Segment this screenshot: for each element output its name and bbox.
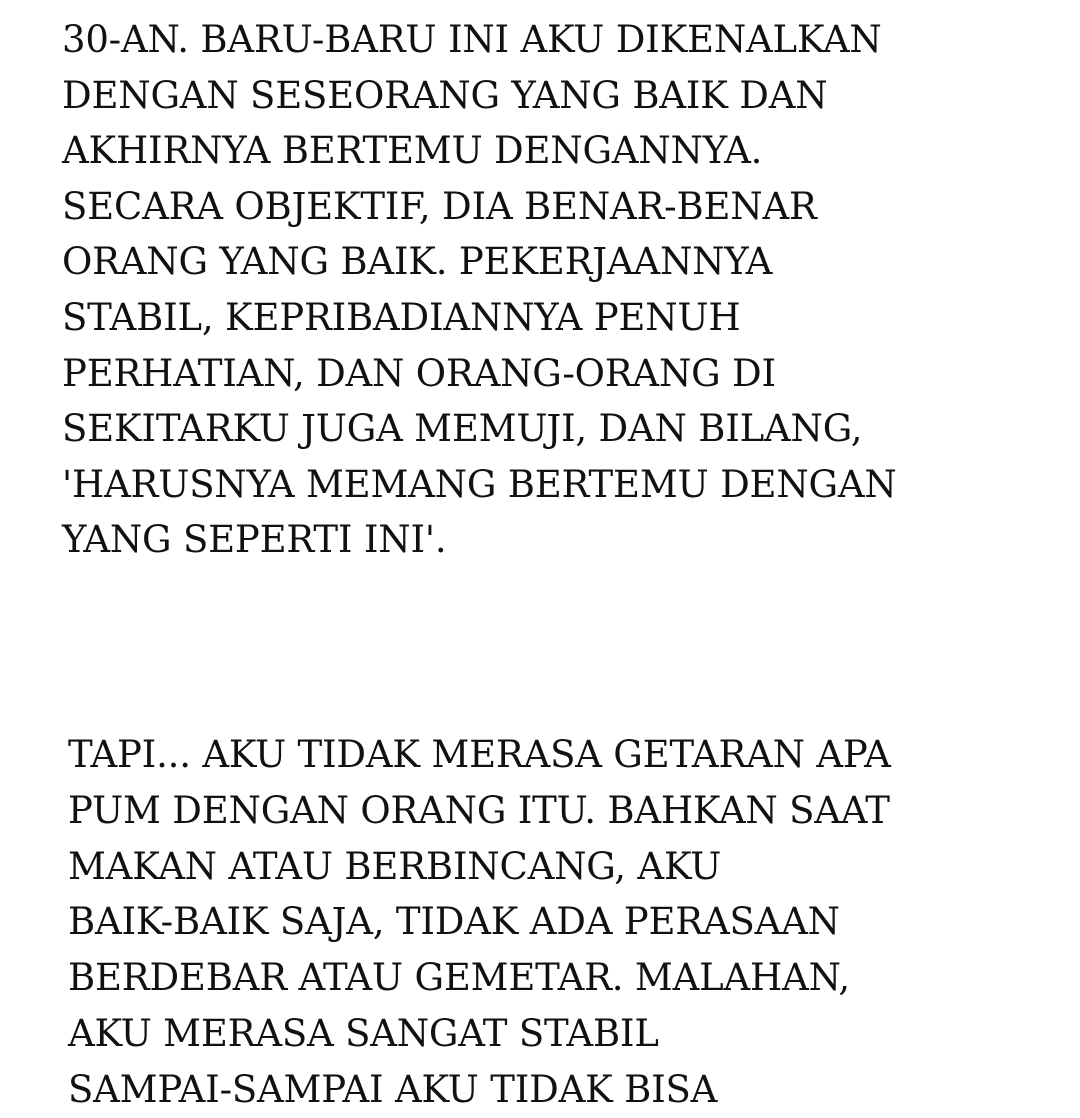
text-line: BAIK-BAIK SAJA, TIDAK ADA PERASAAN bbox=[68, 900, 840, 944]
text-line: PUM DENGAN ORANG ITU. BAHKAN SAAT bbox=[68, 788, 890, 832]
text-line: PERHATIAN, DAN ORANG-ORANG DI bbox=[62, 351, 776, 395]
text-line: 30-AN. BARU-BARU INI AKU DIKENALKAN bbox=[62, 18, 882, 61]
text-line: AKHIRNYA BERTEMU DENGANNYA. bbox=[62, 129, 763, 173]
text-line: SEKITARKU JUGA MEMUJI, DAN BILANG, bbox=[62, 407, 863, 451]
text-line: DENGAN SESEORANG YANG BAIK DAN bbox=[62, 73, 828, 117]
paragraph-feelings bbox=[68, 727, 891, 1118]
text-line: YANG SEPERTI INI'. bbox=[62, 518, 447, 562]
text-line: 'HARUSNYA MEMANG BERTEMU DENGAN bbox=[62, 462, 897, 506]
text-line: STABIL, KEPRIBADIANNYA PENUH bbox=[62, 295, 741, 339]
text-line: AKU MERASA SANGAT STABIL bbox=[68, 1011, 659, 1055]
text-line: BERDEBAR ATAU GEMETAR. MALAHAN, bbox=[68, 956, 850, 1000]
text-line: SECARA OBJEKTIF, DIA BENAR-BENAR bbox=[62, 184, 817, 228]
text-line: MAKAN ATAU BERBINCANG, AKU bbox=[68, 844, 722, 888]
paragraph-intro bbox=[62, 12, 897, 568]
text-line: TAPI... AKU TIDAK MERASA GETARAN APA bbox=[68, 733, 891, 776]
text-line: SAMPAI-SAMPAI AKU TIDAK BISA bbox=[68, 1067, 718, 1111]
text-line: ORANG YANG BAIK. PEKERJAANNYA bbox=[62, 240, 773, 284]
